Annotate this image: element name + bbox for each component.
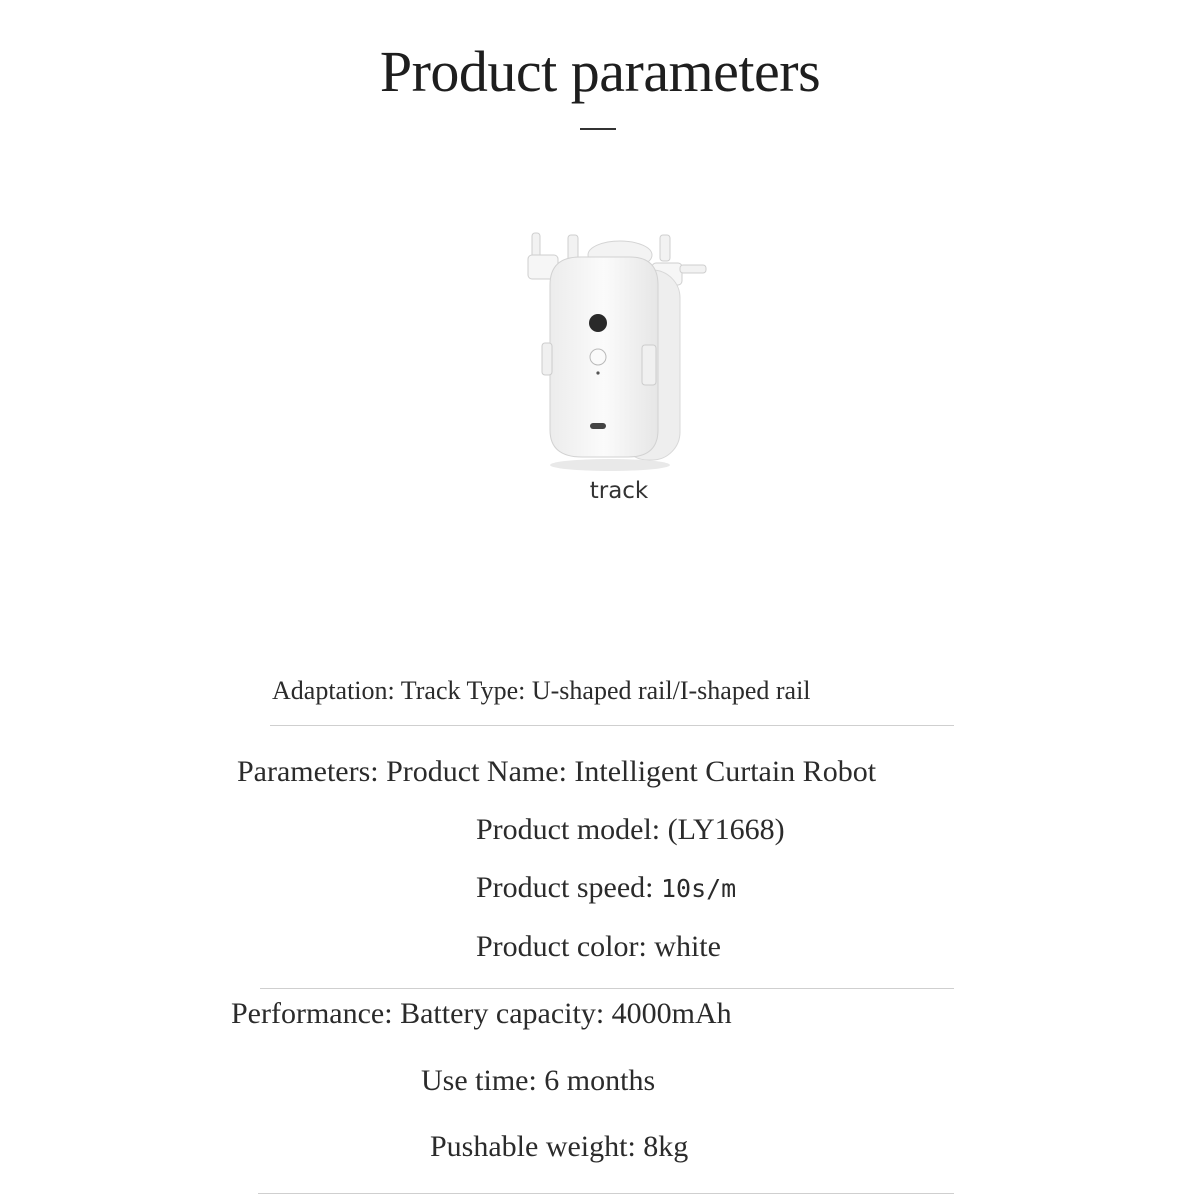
parameter-product-speed bbox=[476, 871, 736, 905]
performance-weight: Pushable weight: 8kg bbox=[430, 1130, 689, 1163]
parameter-product-name: Parameters: Product Name: Intelligent Curtain Robot bbox=[237, 755, 877, 788]
image-caption: track bbox=[589, 478, 649, 504]
speed-label: Product speed: bbox=[476, 871, 661, 904]
divider bbox=[258, 1193, 954, 1194]
curtain-robot-image bbox=[520, 225, 720, 475]
performance-use-time: Use time: 6 months bbox=[421, 1064, 656, 1097]
title-underline bbox=[580, 128, 616, 130]
parameter-product-color: Product color: white bbox=[476, 930, 721, 963]
divider bbox=[270, 725, 954, 726]
divider bbox=[260, 988, 954, 989]
speed-value: 10s/m bbox=[660, 874, 737, 903]
parameter-product-model: Product model: (LY1668) bbox=[476, 813, 785, 846]
adaptation-text: Adaptation: Track Type: U-shaped rail/I-shaped rail bbox=[272, 676, 811, 705]
performance-battery: Performance: Battery capacity: 4000mAh bbox=[231, 997, 732, 1030]
page-title: Product parameters bbox=[379, 39, 821, 104]
